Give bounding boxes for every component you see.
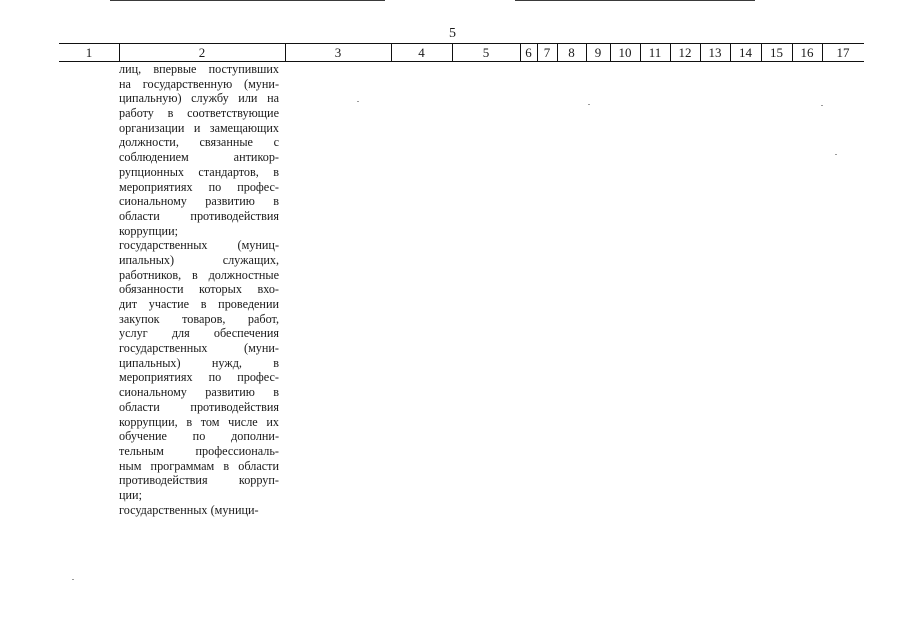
column-number-header: 3 (334, 45, 342, 60)
column-number-header: 9 (594, 45, 602, 60)
column-number-header: 13 (708, 45, 722, 60)
text-line: услуг для обеспечения (119, 326, 279, 341)
column-number-header: 4 (418, 45, 425, 60)
text-line: коррупции, в том числе их (119, 414, 279, 429)
text-line: дит участие в проведении (119, 297, 279, 311)
column-number-header: 5 (482, 45, 490, 60)
scan-speck (835, 154, 837, 155)
column-number-header: 7 (543, 45, 551, 60)
text-line: государственных (муниц- (119, 238, 279, 253)
text-line: должности, связанные с (119, 135, 279, 150)
text-line: тельным профессиональ- (119, 443, 279, 458)
text-line: ции; (119, 487, 142, 502)
text-line: области противодействия (119, 399, 279, 414)
text-line: на государственную (муни- (119, 76, 279, 91)
text-line: работников, в должностные (119, 267, 279, 282)
scan-speck (357, 101, 359, 102)
column-number-header: 1 (85, 45, 93, 60)
column-number-header: 11 (648, 45, 662, 60)
scan-speck (588, 104, 590, 105)
text-line: противодействия корруп- (119, 473, 279, 488)
scan-edge-line (515, 0, 755, 1)
column-number-header-row (59, 43, 864, 62)
column-number-header: 6 (525, 45, 532, 60)
text-line: сиональному развитию в (119, 385, 279, 400)
column-number-header: 12 (678, 45, 692, 60)
column-number-header: 17 (836, 45, 850, 60)
text-line: коррупции; (119, 223, 178, 238)
text-line: государственных (муни- (119, 341, 279, 356)
text-line: ципальную) службу или на (119, 91, 279, 106)
scan-speck (72, 579, 74, 580)
text-line: ным программам в области (119, 458, 279, 473)
text-line: ипальных) служащих, (119, 252, 279, 267)
text-line: рупционных стандартов, в (119, 164, 279, 179)
text-line: закупок товаров, работ, (119, 311, 279, 326)
column-number-header: 15 (770, 45, 783, 60)
text-line: соблюдением антикор- (119, 150, 279, 165)
text-line: обязанности которых вхо- (119, 282, 279, 297)
text-line: государственных (муници- (119, 502, 259, 517)
column-number-header: 8 (568, 45, 575, 60)
column-number-header: 2 (198, 45, 206, 60)
column-number-header: 14 (739, 45, 752, 60)
scan-edge-line (110, 0, 385, 1)
text-line: мероприятиях по профес- (119, 179, 279, 194)
column-number-header: 16 (800, 45, 814, 60)
text-line: работу в соответствующие (119, 106, 279, 121)
text-line: сиональному развитию в (119, 194, 279, 209)
text-line: области противодействия (119, 208, 279, 223)
text-line: лиц, впервые поступивших (119, 62, 279, 76)
scan-speck (821, 105, 823, 106)
text-line: мероприятиях по профес- (119, 370, 279, 385)
text-line: организации и замещающих (119, 120, 279, 135)
column-number-header: 10 (618, 45, 632, 60)
text-line: ципальных) нужд, в (119, 355, 279, 370)
text-line: обучение по дополни- (119, 429, 279, 444)
column-2-cell-text (119, 62, 279, 517)
page-number: 5 (449, 26, 456, 41)
